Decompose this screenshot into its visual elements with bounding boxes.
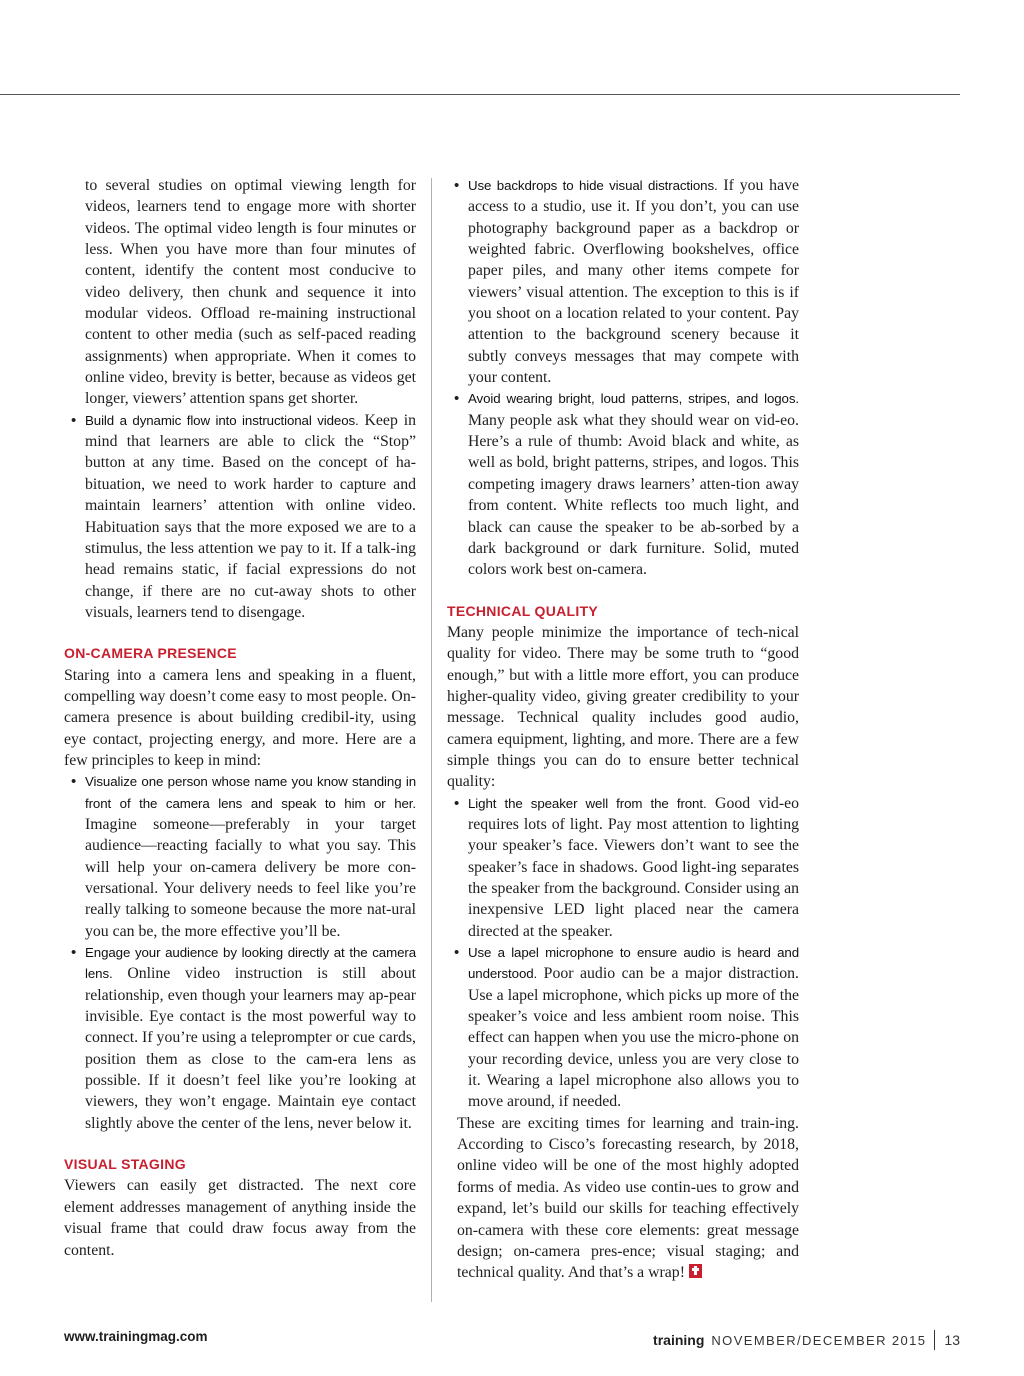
training-t-logo-icon [689, 1264, 702, 1278]
footer-issue: NOVEMBER/DECEMBER 2015 [711, 1332, 927, 1348]
bullet-lead: Use a lapel microphone to ensure audio is heard and understood. [468, 945, 799, 982]
bullet-dynamic-flow [64, 410, 416, 623]
closing-text: These are exciting times for learning and train-ing. According to Cisco’s forecasting research, by 2018, online video will be one of the most highly adopted forms of media. As video use contin-ues to grow and expand, let’s build our skills for teaching effectively on-camera with these core elements: great message design; on-camera pres-ence; visual staging; and technical quality. And that’s a wrap! [457, 1114, 799, 1282]
section-intro: Viewers can easily get distracted. The next core element addresses management of anything inside the visual frame that could draw focus away from the content. [64, 1177, 416, 1259]
bullet-dot: • [454, 794, 460, 812]
bullet-dot: • [71, 773, 77, 791]
footer-website[interactable]: www.trainingmag.com [64, 1329, 208, 1344]
footer-brand: training [653, 1332, 705, 1348]
section-intro: Many people minimize the importance of tech-nical quality for video. There may be some truth to “good enough,” but with a little more effort, you can produce higher-quality video, giving greater credibility to your message. Technical quality includes good audio, camera equipment, lighting, and more. There are a few simple things you can do to ensure better technical quality: [447, 623, 799, 791]
bullet-lighting [447, 793, 799, 942]
footer-separator [934, 1330, 935, 1350]
column-divider [431, 178, 432, 1302]
bullet-lead: Use backdrops to hide visual distractions. [468, 178, 718, 193]
top-rule [0, 94, 960, 95]
bullet-text: Good vid-eo requires lots of light. Pay most attention to lighting your speaker’s face. Viewers don’t want to see the speaker’s face in shadows. Good light-ing separates the speaker from the background. Consider using an inexpensive LED light placed near the camera directed at the speaker. [468, 794, 799, 940]
bullet-lapel-microphone [447, 942, 799, 1113]
bullet-text: Imagine someone—preferably in your target audience—reacting facially to what you say. This will help your on-camera delivery be more con-versational. Your delivery needs to feel like you’re really talking to someone because the more nat-ural you can be, the more effective you’ll be. [85, 815, 416, 940]
section-intro: Staring into a camera lens and speaking in a fluent, compelling way doesn’t come easy to most people. On-camera presence is about building credibil-ity, using eye contact, projecting energy, and more. Here are a few principles to keep in mind: [64, 666, 416, 769]
bullet-text: If you have access to a studio, use it. If you don’t, you can use photography background paper as a backdrop or weighted fabric. Overflowing bookshelves, office paper piles, and many other items compete for viewers’ visual attention. The exception to this is if you shoot on a location related to your content. Pay attention to the background scenery because it subtly conveys messages that may compete with your content. [468, 177, 799, 387]
bullet-dot: • [71, 411, 77, 429]
bullet-dot: • [454, 177, 460, 194]
bullet-dot: • [454, 944, 460, 962]
footer-right [653, 1329, 960, 1351]
bullet-lead: Avoid wearing bright, loud patterns, stripes, and logos. [468, 391, 799, 407]
right-column [447, 175, 799, 1284]
bullet-text: Poor audio can be a major distraction. Use a lapel microphone, which picks up more of the speaker’s voice and less ambient room noise. This effect can happen when you use the micro-phone on your recording device, unless you are very close to it. Wearing a lapel microphone also allows you to move around, if needed. [468, 965, 799, 1111]
page-number: 13 [944, 1332, 960, 1348]
bullet-text: Online video instruction is still about relationship, even though your learners may ap-pear invisible. Eye contact is the most powerful way to connect. If you’re using a teleprompter or cue cards, position them as close to the cam-era lens as possible. If it doesn’t feel like you’re looking at viewers, they won’t engage. Maintain eye contact slightly above the center of the lens, never below it. [85, 965, 416, 1132]
bullet-dot: • [454, 390, 460, 408]
bullet-text: Keep in mind that learners are able to click the “Stop” button at any time. Based on the concept of ha-bituation, we need to work harder to capture and maintain learners’ attention with online video. Habituation says that the more exposed we are to a stimulus, the less attention we pay to it. If a talk-ing head remains static, if facial expressions do not change, if there are no cut-away shots to other visuals, learners tend to disengage. [85, 411, 416, 621]
bullet-engage-audience [64, 942, 416, 1134]
bullet-text: Many people ask what they should wear on vid-eo. Here’s a rule of thumb: Avoid black and white, as well as bold, bright patterns, stripes, and logos. This competing imagery draws learners’ atten-tion away from content. White reflects too much light, and black can cause the speaker to be ab-sorbed by a dark background or dark furniture. Solid, muted colors work best on-camera. [468, 411, 799, 579]
bullet-dot: • [71, 944, 77, 962]
bullet-visualize-person [64, 771, 416, 942]
intro-continuation: to several studies on optimal viewing length for videos, learners tend to engage more with shorter videos. The optimal video length is four minutes or less. When you have more than four minutes of content, identify the content most conducive to video delivery, then chunk and sequence it into modular videos. Offload re-maining instructional content to other media (such as self-paced reading assignments) when appropriate. When it comes to online video, brevity is better, because as videos get longer, viewers’ attention spans get shorter. [85, 177, 416, 408]
bullet-backdrops [447, 175, 799, 388]
bullet-lead: Engage your audience by looking directly at the camera lens. [85, 945, 416, 982]
section-heading-visual-staging: VISUAL STAGING [64, 1156, 186, 1173]
bullet-lead: Visualize one person whose name you know standing in front of the camera lens and speak to him or her. [85, 774, 416, 811]
bullet-lead: Light the speaker well from the front. [468, 795, 707, 811]
bullet-lead: Build a dynamic flow into instructional videos. [85, 412, 359, 428]
section-heading-technical-quality: TECHNICAL QUALITY [447, 602, 599, 619]
left-column [64, 175, 416, 1261]
closing-paragraph [447, 1113, 799, 1284]
bullet-avoid-patterns [447, 388, 799, 580]
section-heading-on-camera-presence: ON-CAMERA PRESENCE [64, 645, 237, 662]
